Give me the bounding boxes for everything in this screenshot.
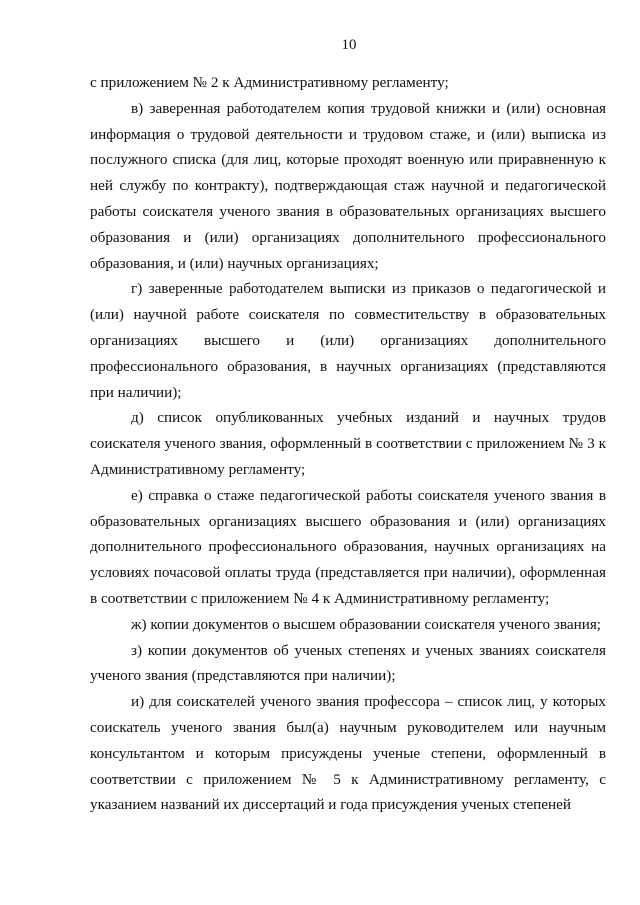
paragraph-item-v: в) заверенная работодателем копия трудовой книжки и (или) основная информация о трудовой деятельности и трудовом стаже, и (или) выписка из послужного списка (для лиц, которые проходят военную или приравненную к ней службу по контракту), подтверждающая стаж научной и педагогической работы соискателя ученого звания в образовательных организациях высшего образования и (или) организациях дополнительного профессионального образования, и (или) научных организациях; — [90, 99, 606, 272]
paragraph-item-d: д) список опубликованных учебных изданий и научных трудов соискателя ученого звания, оформленный в соответствии с приложением № 3 к Административному регламенту; — [90, 409, 606, 478]
paragraph-item-e: е) справка о стаже педагогической работы соискателя ученого звания в образовательных организациях высшего образования и (или) организациях дополнительного профессионального образования, научных организациях на условиях почасовой оплаты труда (представляется при наличии), оформленная в соответствии с приложением № 4 к Административному регламенту; — [90, 486, 606, 607]
paragraph-item-g: г) заверенные работодателем выписки из приказов о педагогической и (или) научной работе соискателя по совместительству в образовательных организациях высшего и (или) организациях дополнительного профессионального образования, в научных организациях (представляются при наличии); — [90, 280, 606, 401]
page-number: 10 — [341, 37, 357, 53]
paragraph-item-z: з) копии документов об ученых степенях и ученых званиях соискателя ученого звания (представляются при наличии); — [90, 641, 606, 685]
document-body — [90, 70, 606, 818]
paragraph-item-i: и) для соискателей ученого звания профессора – список лиц, у которых соискатель ученого звания был(а) научным руководителем или научным консультантом и которым присуждены ученые степени, оформленный в соответствии с приложением № 5 к Административному регламенту, с указанием названий их диссертаций и года присуждения ученых степеней — [90, 693, 606, 814]
paragraph-item-zh: ж) копии документов о высшем образовании соискателя ученого звания; — [131, 615, 602, 633]
paragraph-continuation: с приложением № 2 к Административному регламенту; — [90, 74, 449, 91]
